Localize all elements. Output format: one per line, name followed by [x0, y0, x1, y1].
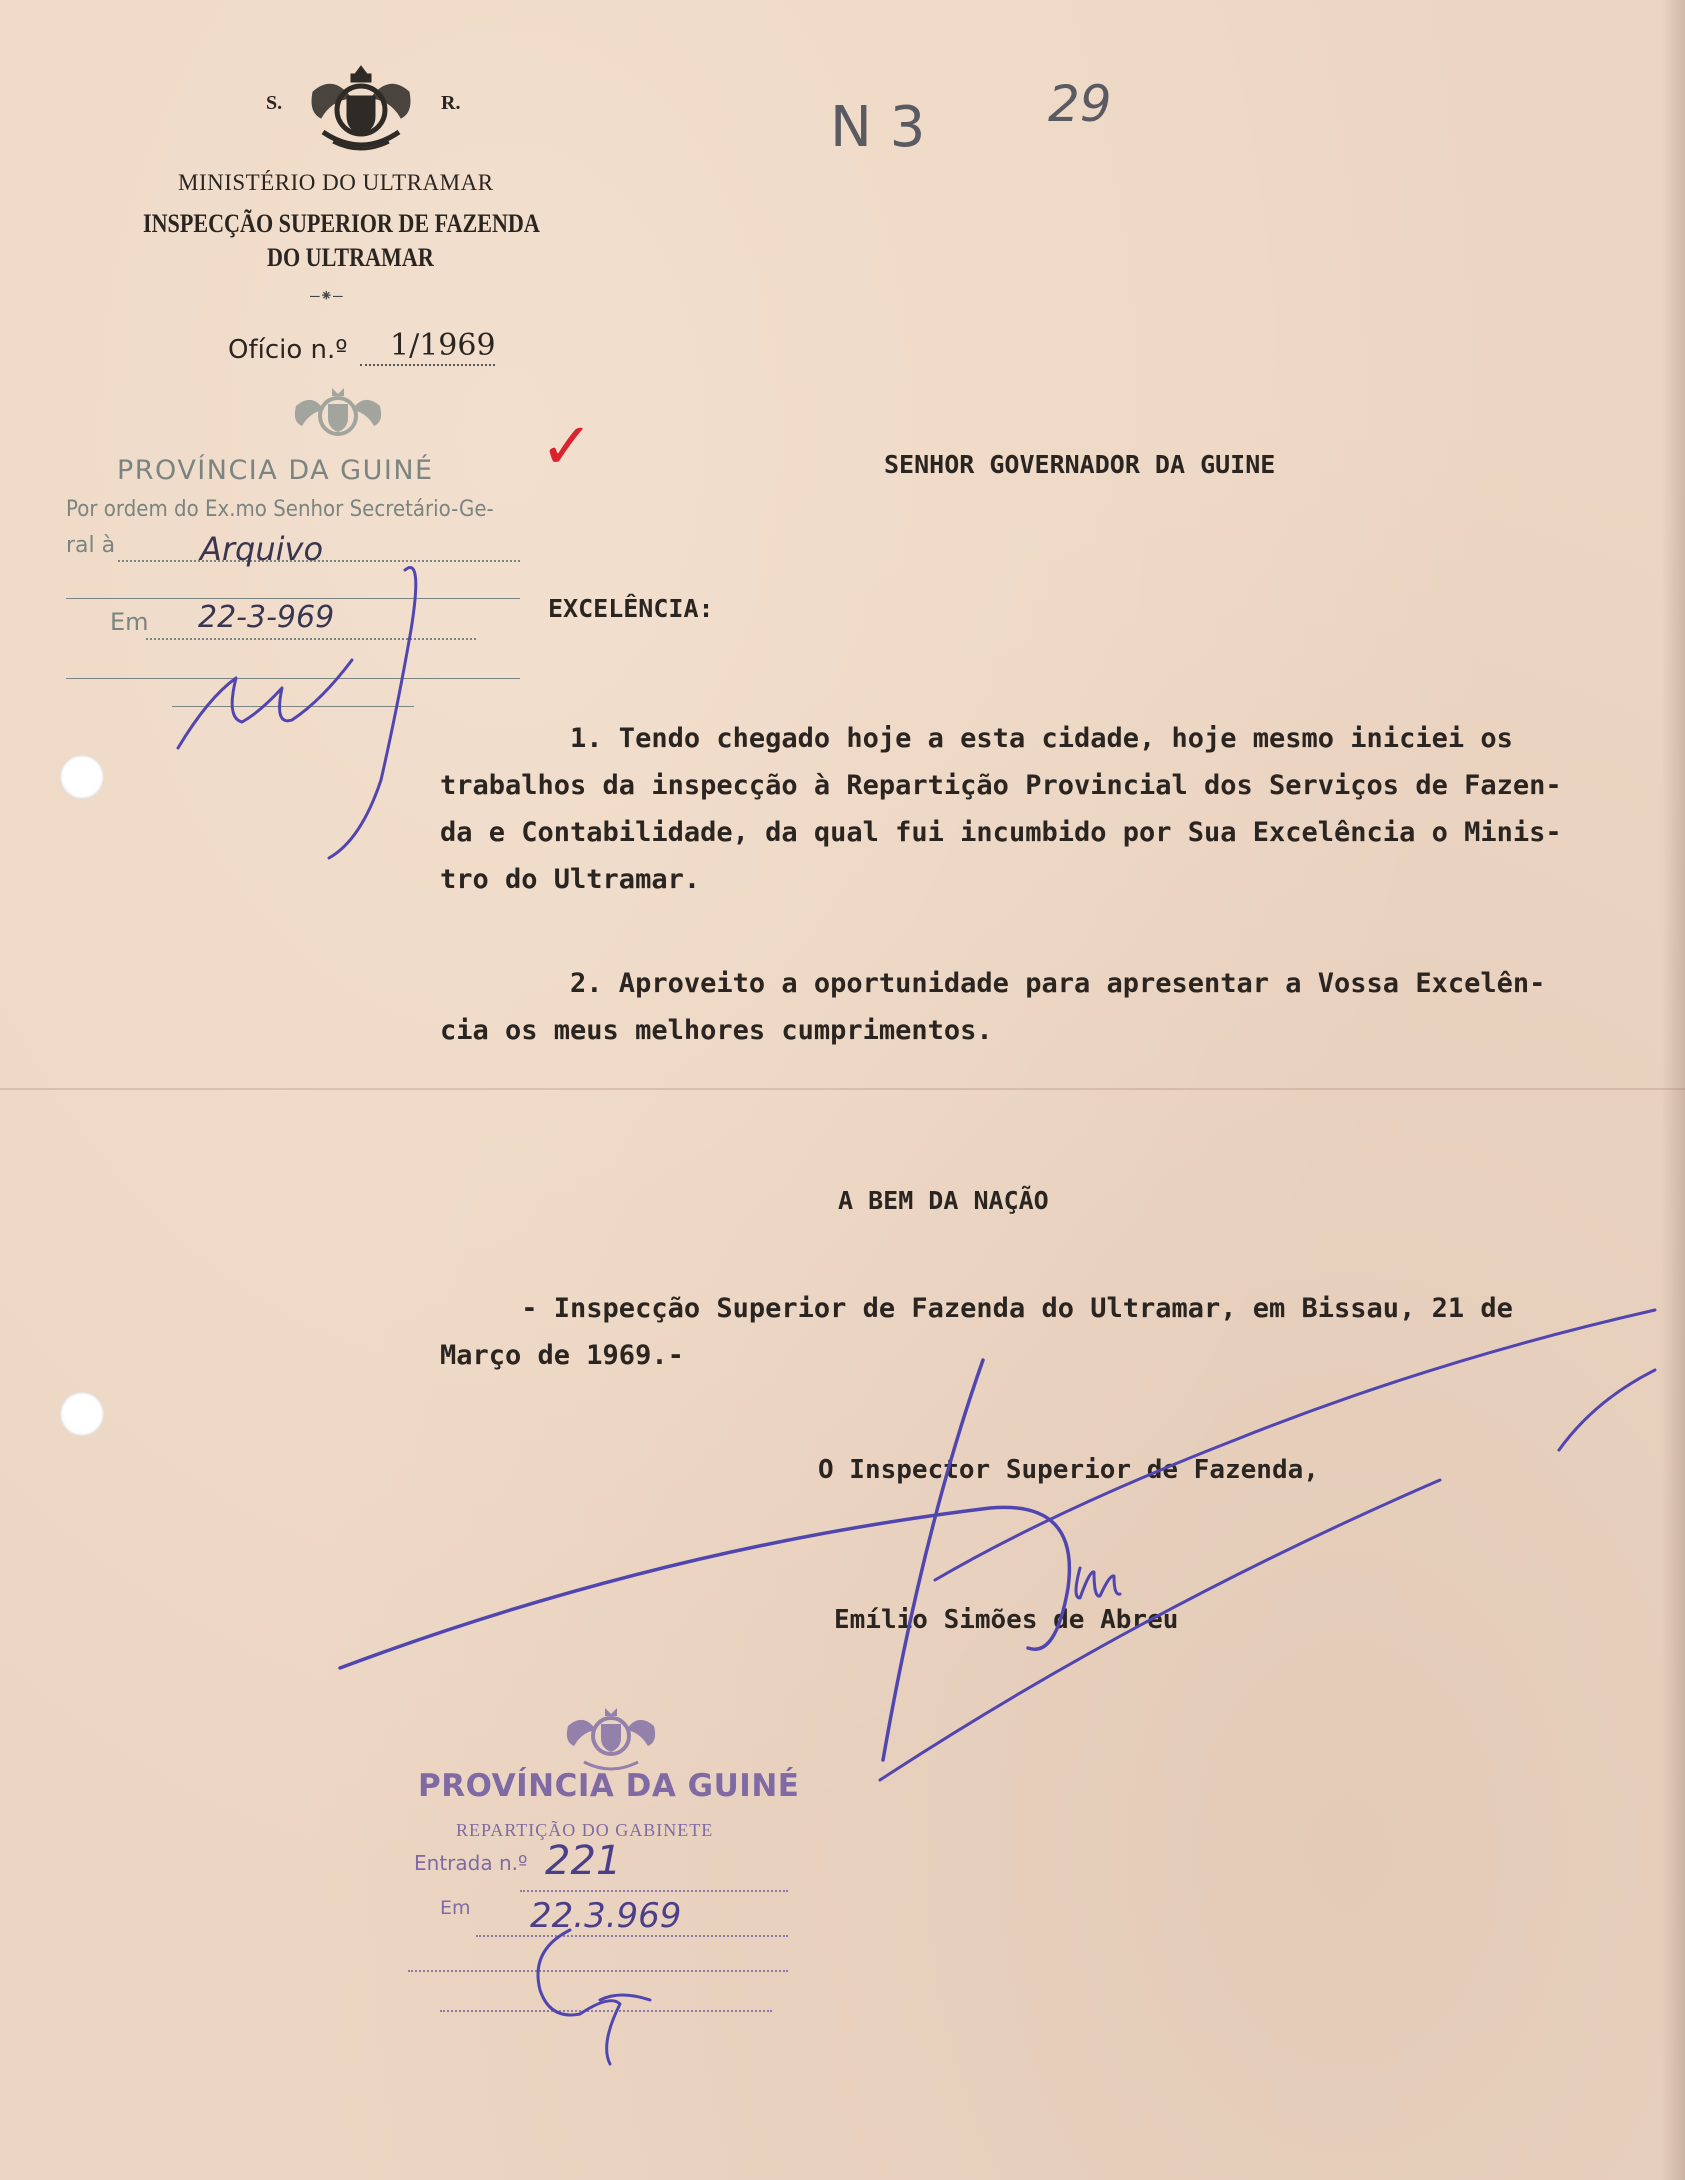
archive-stamp-date-label: Em: [110, 608, 149, 636]
salutation: EXCELÊNCIA:: [548, 594, 714, 623]
entry-stamp-dotted-line: [440, 2010, 772, 2012]
signatory-name: Emílio Simões de Abreu: [834, 1605, 1179, 1635]
closing-line: - Inspecção Superior de Fazenda do Ultramar, em Bissau, 21 de: [440, 1293, 1513, 1324]
oficio-number: 1/1969: [390, 328, 496, 363]
paragraph-1-line: tro do Ultramar.: [440, 864, 701, 895]
oficio-dotted-line: [360, 364, 495, 366]
closing-place-date: [440, 1285, 1655, 1379]
paragraph-2-line: 2. Aproveito a oportunidade para apresentar a Vossa Excelên-: [440, 968, 1546, 999]
paragraph-1-line: da e Contabilidade, da qual fui incumbido por Sua Excelência o Minis-: [440, 817, 1562, 848]
archive-stamp-rule: [66, 598, 520, 599]
paragraph-1: [440, 715, 1655, 903]
entry-initials-signature: [600, 1995, 650, 2000]
archive-stamp-dotted-line: [146, 638, 476, 640]
entry-stamp-dotted-line: [520, 1890, 788, 1892]
archive-stamp-rule: [66, 678, 520, 679]
entry-stamp-date-label: Em: [440, 1897, 471, 1919]
entry-number-handwritten: 221: [545, 1838, 622, 1884]
motto: A BEM DA NAÇÃO: [838, 1186, 1049, 1215]
coat-of-arms-icon: [303, 62, 419, 156]
archive-initials-signature: [178, 660, 352, 748]
archive-stamp-order-line-2: ral à: [66, 533, 116, 558]
paper-edge-shadow: [1661, 0, 1685, 2180]
crest-letter-r: R.: [441, 92, 461, 114]
archive-stamp-province: PROVÍNCIA DA GUINÉ: [117, 455, 434, 486]
paper-fold: [0, 1088, 1685, 1090]
department-line-2: DO ULTRAMAR: [267, 243, 434, 272]
paragraph-1-line: 1. Tendo chegado hoje a esta cidade, hoje mesmo iniciei os: [440, 723, 1513, 754]
paragraph-2: [440, 960, 1655, 1054]
archive-destination-handwritten: Arquivo: [200, 530, 324, 568]
pencil-reference-left: N 3: [830, 95, 926, 160]
main-signature: [883, 1360, 983, 1760]
punch-hole: [60, 1392, 104, 1436]
department-line-1: INSPECÇÃO SUPERIOR DE FAZENDA: [143, 209, 540, 238]
entry-stamp-entry-label: Entrada n.º: [414, 1851, 528, 1875]
paragraph-2-line: cia os meus melhores cumprimentos.: [440, 1015, 993, 1046]
red-check-mark: ✓: [540, 410, 594, 484]
closing-line: Março de 1969.-: [440, 1340, 684, 1371]
entry-stamp-office: REPARTIÇÃO DO GABINETE: [456, 1820, 714, 1840]
archive-initials-signature: [329, 568, 416, 859]
punch-hole: [60, 755, 104, 799]
main-signature: [1559, 1370, 1655, 1450]
ministry-name: MINISTÉRIO DO ULTRAMAR: [178, 170, 494, 195]
main-signature: [1076, 1568, 1120, 1598]
main-signature: [340, 1507, 1069, 1668]
addressee: SENHOR GOVERNADOR DA GUINE: [884, 450, 1276, 479]
archive-stamp-rule: [172, 706, 414, 707]
entry-initials-signature: [538, 1930, 620, 2064]
entry-date-handwritten: 22.3.969: [530, 1896, 682, 1936]
archive-stamp-order-line-1: Por ordem do Ex.mo Senhor Secretário-Ge-: [66, 497, 494, 522]
pencil-reference-right: 29: [1048, 75, 1112, 133]
ornament-divider: —⁕—: [310, 286, 343, 305]
entry-stamp-dotted-line: [408, 1970, 788, 1972]
crest-letter-s: S.: [266, 92, 283, 114]
archive-date-handwritten: 22-3-969: [198, 600, 335, 635]
entry-stamp-province: PROVÍNCIA DA GUINÉ: [418, 1768, 800, 1804]
signatory-title: O Inspector Superior de Fazenda,: [818, 1455, 1319, 1485]
paragraph-1-line: trabalhos da inspecção à Repartição Provincial dos Serviços de Fazen-: [440, 770, 1562, 801]
oficio-label: Ofício n.º: [228, 335, 348, 365]
